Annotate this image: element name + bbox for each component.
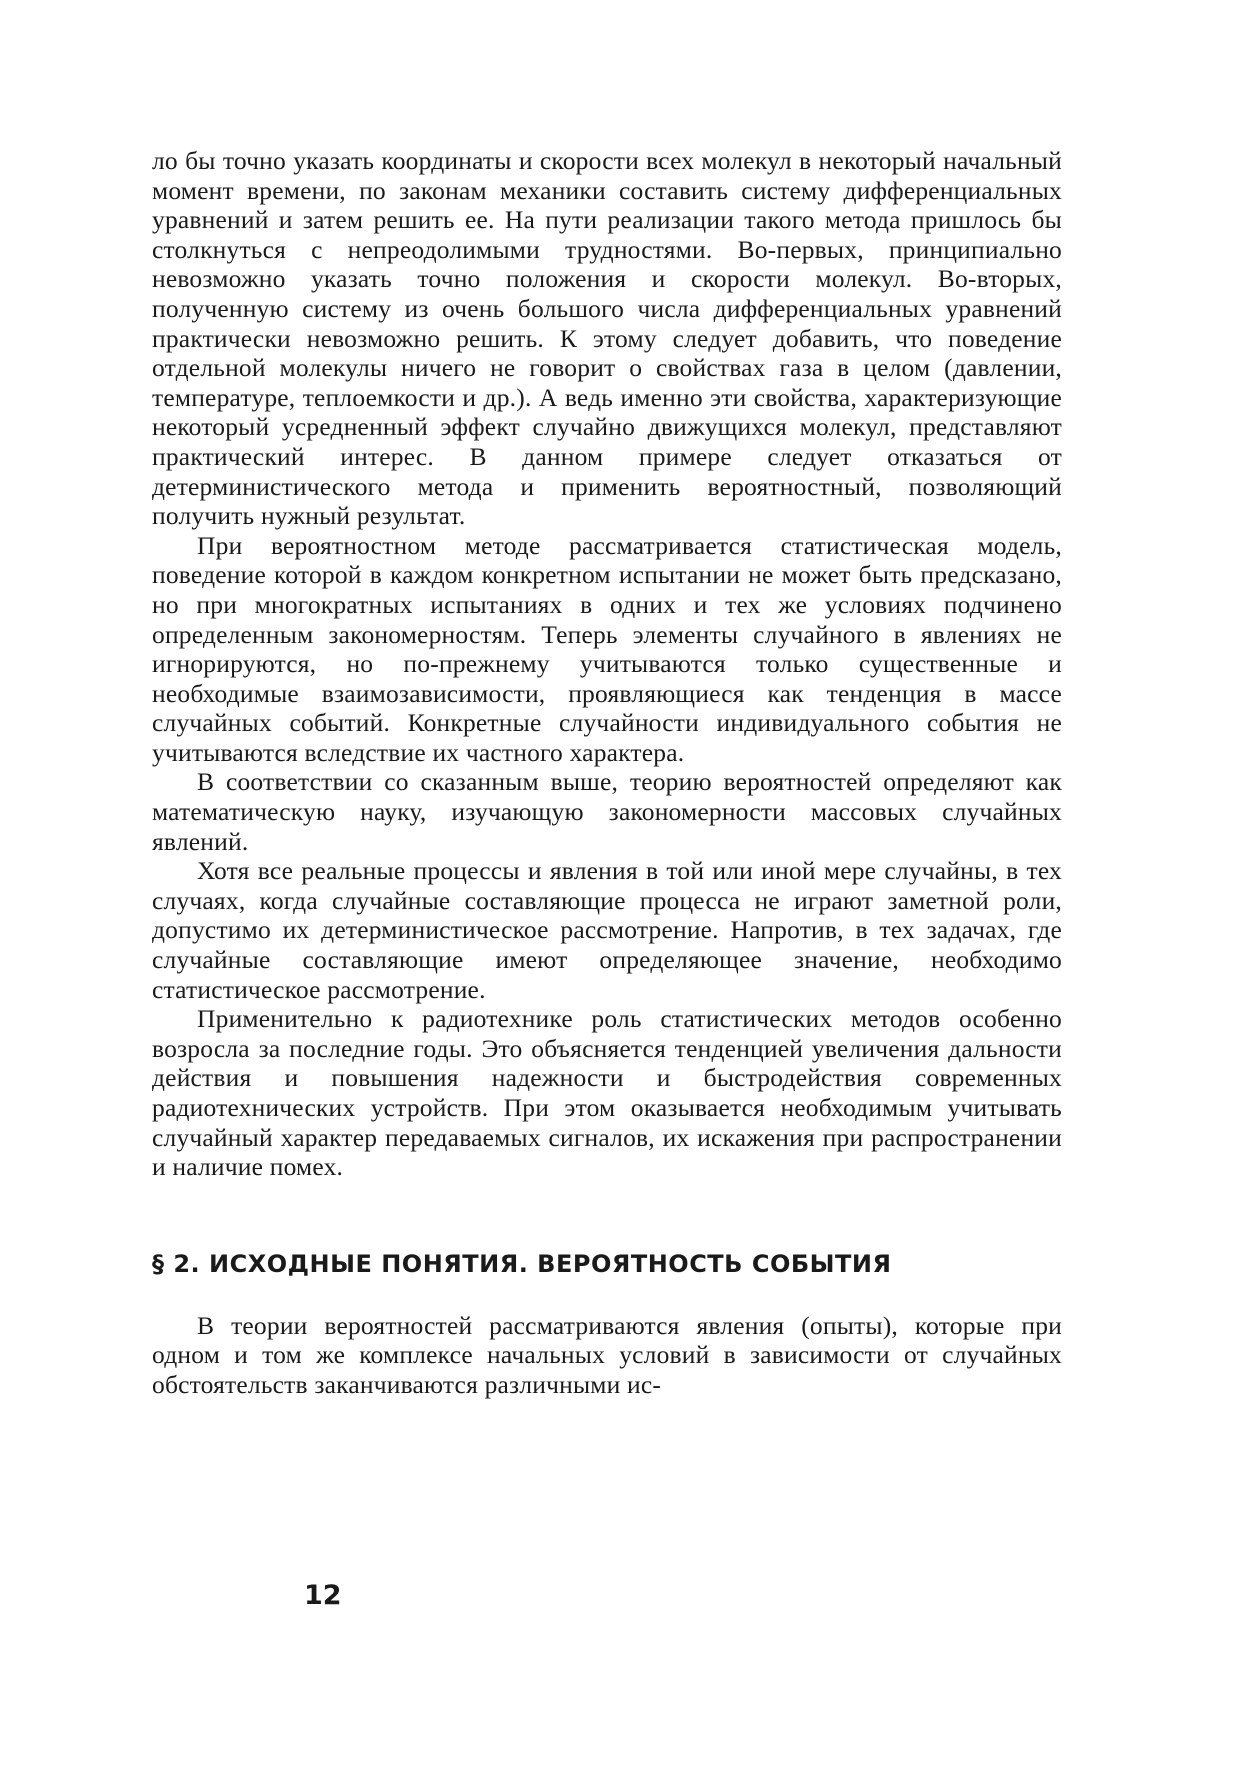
section-heading: § 2. ИСХОДНЫЕ ПОНЯТИЯ. ВЕРОЯТНОСТЬ СОБЫТИЯ — [152, 1249, 892, 1278]
paragraph-radio-engineering: Применительно к радиотехнике роль статистических методов особенно возросла за последние годы. Это объясняется тенденцией увеличения дальности действия и повышения надежности и быстродействия современных радиотехнических устройств. При этом оказывается необходимым учитывать случайный характер передаваемых сигналов, их искажения при распространении и наличие помех. — [152, 1004, 1062, 1182]
paragraph-definition: В соответствии со сказанным выше, теорию вероятностей определяют как математическую науку, изучающую закономерности массовых случайных явлений. — [152, 767, 1062, 856]
paragraph-section-intro: В теории вероятностей рассматриваются явления (опыты), которые при одном и том же комплексе начальных условий в зависимости от случайных обстоятельств заканчиваются различными ис- — [152, 1310, 1062, 1399]
page-number: 12 — [304, 1580, 342, 1611]
paragraph-probabilistic-method: При вероятностном методе рассматривается статистическая модель, поведение которой в каждом конкретном испытании не может быть предсказано, но при многократных испытаниях в одних и тех же условиях подчинено определенным закономерностям. Теперь элементы случайного в явлениях не игнорируются, но по-прежнему учитываются только существенные и необходимые взаимозависимости, проявляющиеся как тенденция в массе случайных событий. Конкретные случайности индивидуального события не учитываются вследствие их частного характера. — [152, 530, 1062, 767]
paragraph-deterministic: Хотя все реальные процессы и явления в той или иной мере случайны, в тех случаях, когда случайные составляющие процесса не играют заметной роли, допустимо их детерминистическое рассмотрение. Напротив, в тех задачах, где случайные составляющие имеют определяющее значение, необходимо статистическое рассмотрение. — [152, 856, 1062, 1004]
page-body — [152, 146, 1062, 1400]
paragraph-continuation: ло бы точно указать координаты и скорости всех молекул в некоторый начальный момент времени, по законам механики составить систему дифференциальных уравнений и затем решить ее. На пути реализации такого метода пришлось бы столкнуться с непреодолимыми трудностями. Во-первых, принципиально невозможно указать точно положения и скорости молекул. Во-вторых, полученную систему из очень большого числа дифференциальных уравнений практически невозможно решить. К этому следует добавить, что поведение отдельной молекулы ничего не говорит о свойствах газа в целом (давлении, температуре, теплоемкости и др.). А ведь именно эти свойства, характеризующие некоторый усредненный эффект случайно движущихся молекул, представляют практический интерес. В данном примере следует отказаться от детерминистического метода и применить вероятностный, позволяющий получить нужный результат. — [152, 146, 1062, 531]
